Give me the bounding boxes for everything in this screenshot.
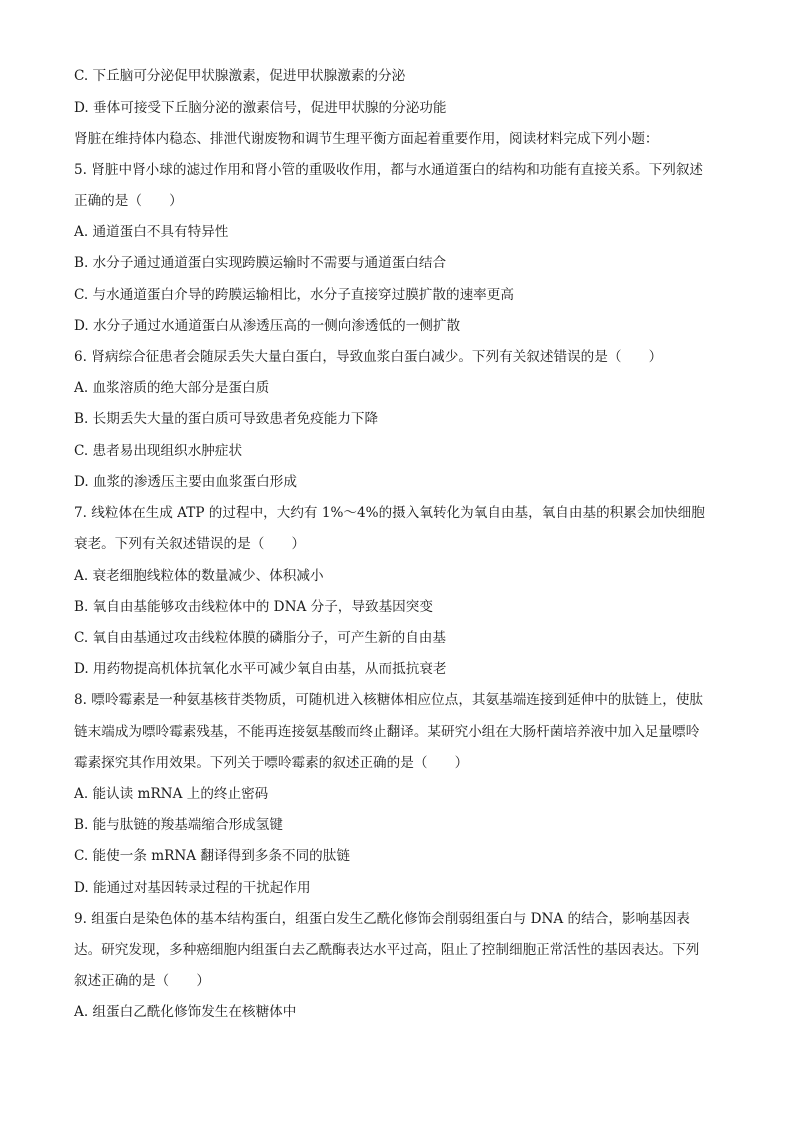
option-line: B. 能与肽链的羧基端缩合形成氢键 <box>74 817 283 833</box>
option-line: A. 通道蛋白不具有特异性 <box>74 224 229 240</box>
option-line: B. 氧自由基能够攻击线粒体中的 DNA 分子，导致基因突变 <box>74 599 433 615</box>
question-5-stem: 正确的是（ ） <box>74 193 183 209</box>
question-9-stem: 达。研究发现，多种癌细胞内组蛋白去乙酰酶表达水平过高，阻止了控制细胞正常活性的基因表达。下列 <box>74 942 700 958</box>
question-6-stem: 6. 肾病综合征患者会随尿丢失大量白蛋白，导致血浆白蛋白减少。下列有关叙述错误的是（ ） <box>74 349 663 365</box>
option-line: B. 长期丢失大量的蛋白质可导致患者免疫能力下降 <box>74 411 379 427</box>
question-8-stem: 霉素探究其作用效果。下列关于嘌呤霉素的叙述正确的是（ ） <box>74 755 469 771</box>
option-line: A. 血浆溶质的绝大部分是蛋白质 <box>74 380 270 396</box>
option-line: A. 组蛋白乙酰化修饰发生在核糖体中 <box>74 1004 297 1020</box>
question-9-stem: 9. 组蛋白是染色体的基本结构蛋白，组蛋白发生乙酰化修饰会削弱组蛋白与 DNA 的结合，影响基因表 <box>74 911 690 927</box>
option-line: A. 能认读 mRNA 上的终止密码 <box>74 786 269 802</box>
option-line: B. 水分子通过通道蛋白实现跨膜运输时不需要与通道蛋白结合 <box>74 255 447 271</box>
question-7-stem: 7. 线粒体在生成 ATP 的过程中，大约有 1%～4%的摄入氧转化为氧自由基，氧自由基的积累会加快细胞 <box>74 505 705 521</box>
option-line: C. 能使一条 mRNA 翻译得到多条不同的肽链 <box>74 848 350 864</box>
material-intro: 肾脏在维持体内稳态、排泄代谢废物和调节生理平衡方面起着重要作用，阅读材料完成下列小题： <box>74 131 659 147</box>
option-line: D. 用药物提高机体抗氧化水平可减少氧自由基，从而抵抗衰老 <box>74 661 447 677</box>
option-line: D. 血浆的渗透压主要由血浆蛋白形成 <box>74 474 297 490</box>
option-line: A. 衰老细胞线粒体的数量减少、体积减小 <box>74 568 324 584</box>
option-line: C. 下丘脑可分泌促甲状腺激素，促进甲状腺激素的分泌 <box>74 68 406 84</box>
option-line: C. 氧自由基通过攻击线粒体膜的磷脂分子，可产生新的自由基 <box>74 630 446 646</box>
question-7-stem: 衰老。下列有关叙述错误的是（ ） <box>74 536 306 552</box>
option-line: D. 垂体可接受下丘脑分泌的激素信号，促进甲状腺的分泌功能 <box>74 100 447 116</box>
option-line: C. 患者易出现组织水肿症状 <box>74 443 243 459</box>
option-line: C. 与水通道蛋白介导的跨膜运输相比，水分子直接穿过膜扩散的速率更高 <box>74 287 514 303</box>
question-8-stem: 链末端成为嘌呤霉素残基，不能再连接氨基酸而终止翻译。某研究小组在大肠杆菌培养液中加入足量嘌呤 <box>74 724 700 740</box>
option-line: D. 水分子通过水通道蛋白从渗透压高的一侧向渗透低的一侧扩散 <box>74 318 461 334</box>
option-line: D. 能通过对基因转录过程的干扰起作用 <box>74 880 311 896</box>
question-5-stem: 5. 肾脏中肾小球的滤过作用和肾小管的重吸收作用，都与水通道蛋白的结构和功能有直接关系。下列叙述 <box>74 162 704 178</box>
question-9-stem: 叙述正确的是（ ） <box>74 973 210 989</box>
question-8-stem: 8. 嘌呤霉素是一种氨基核苷类物质，可随机进入核糖体相应位点，其氨基端连接到延伸中的肽链上，使肽 <box>74 692 704 708</box>
